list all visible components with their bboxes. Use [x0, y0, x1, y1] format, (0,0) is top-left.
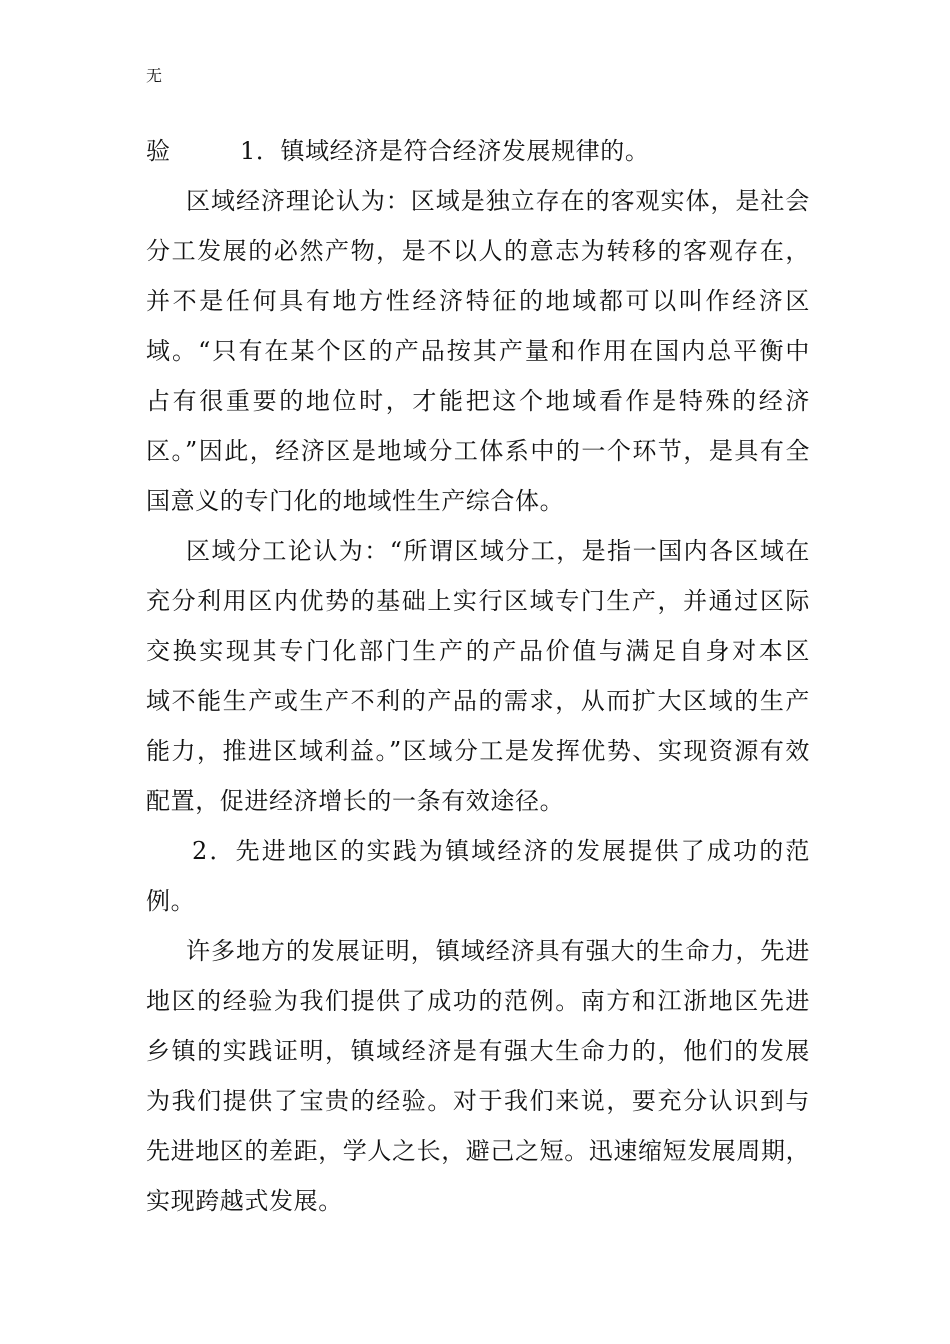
text-line-18: 地区的经验为我们提供了成功的范例。南方和江浙地区先进	[146, 987, 810, 1015]
text-line-04: 并不是任何具有地方性经济特征的地域都可以叫作经济区	[146, 287, 810, 315]
section-heading-2: 2．先进地区的实践为镇域经济的发展提供了成功的范	[192, 837, 810, 865]
text-line-05: 域。“只有在某个区的产品按其产量和作用在国内总平衡中	[146, 337, 810, 365]
document-body	[146, 126, 810, 1226]
text-line-03: 分工发展的必然产物，是不以人的意志为转移的客观存在，	[146, 237, 810, 265]
text-line-21: 先进地区的差距，学人之长，避己之短。迅速缩短发展周期，	[146, 1137, 811, 1165]
text-line-17: 许多地方的发展证明，镇域经济具有强大的生命力，先进	[186, 937, 810, 965]
text-line-07: 区。”因此，经济区是地域分工体系中的一个环节，是具有全	[146, 437, 810, 465]
text-line-08: 国意义的专门化的地域性生产综合体。	[146, 487, 565, 515]
text-line-22: 实现跨越式发展。	[146, 1187, 343, 1215]
text-line-10: 充分利用区内优势的基础上实行区域专门生产，并通过区际	[146, 587, 810, 615]
section-heading-1: 1．镇域经济是符合经济发展规律的。	[240, 137, 650, 165]
line-01-left: 验	[146, 137, 171, 165]
text-line-14: 配置，促进经济增长的一条有效途径。	[146, 787, 565, 815]
text-line-06: 占有很重要的地位时，才能把这个地域看作是特殊的经济	[146, 387, 810, 415]
text-line-02: 区域经济理论认为：区域是独立存在的客观实体，是社会	[186, 187, 810, 215]
text-line-11: 交换实现其专门化部门生产的产品价值与满足自身对本区	[146, 637, 810, 665]
text-line-16: 例。	[146, 887, 196, 915]
text-line-09: 区域分工论认为：“所谓区域分工，是指一国内各区域在	[186, 537, 810, 565]
text-line-01	[146, 126, 810, 176]
page-header: 无	[146, 66, 163, 85]
text-line-19: 乡镇的实践证明，镇域经济是有强大生命力的，他们的发展	[146, 1037, 810, 1065]
text-line-20: 为我们提供了宝贵的经验。对于我们来说，要充分认识到与	[146, 1087, 810, 1115]
text-line-13: 能力，推进区域利益。”区域分工是发挥优势、实现资源有效	[146, 737, 810, 765]
text-line-12: 域不能生产或生产不利的产品的需求，从而扩大区域的生产	[146, 687, 810, 715]
